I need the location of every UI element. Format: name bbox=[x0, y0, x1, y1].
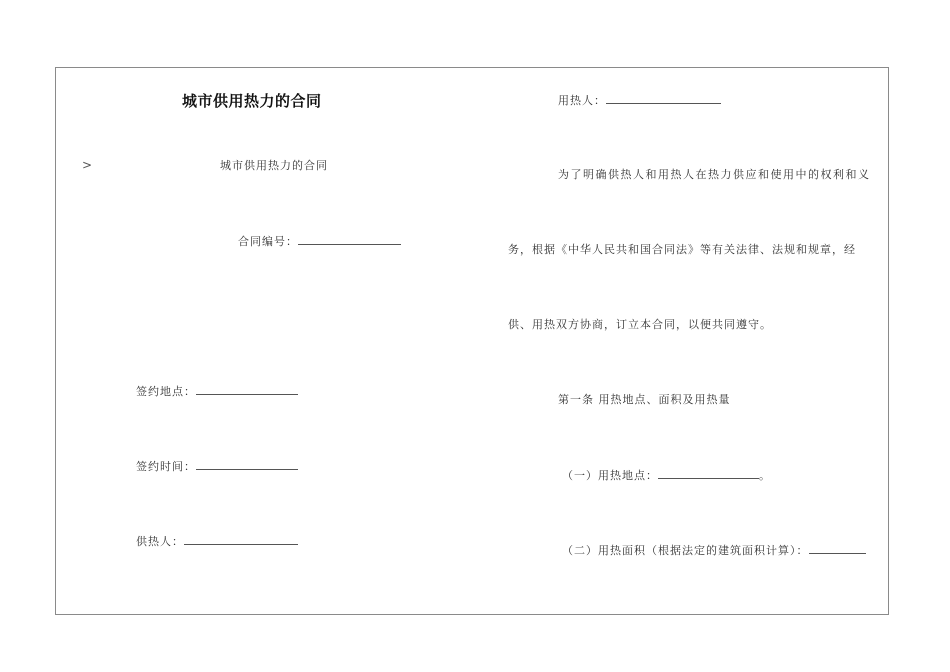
intro-line-3: 供、用热双方协商，订立本合同，以便共同遵守。 bbox=[508, 318, 772, 331]
signing-place-row bbox=[136, 384, 298, 399]
item-2-blank bbox=[809, 543, 866, 554]
heat-user-label: 用热人： bbox=[558, 94, 606, 107]
contract-number-row bbox=[238, 234, 401, 249]
contract-number-label: 合同编号： bbox=[238, 235, 298, 248]
item-1-suffix: 。 bbox=[759, 469, 771, 482]
document-title: 城市供用热力的合同 bbox=[182, 92, 322, 110]
signing-place-blank bbox=[196, 384, 298, 395]
heat-supplier-blank bbox=[184, 534, 298, 545]
signing-time-label: 签约时间： bbox=[136, 460, 196, 473]
item-2-row bbox=[562, 543, 866, 558]
item-1-label: （一）用热地点： bbox=[562, 469, 658, 482]
article-1-title: 第一条 用热地点、面积及用热量 bbox=[558, 393, 731, 406]
chevron-right-icon: > bbox=[82, 158, 93, 172]
intro-line-1: 为了明确供热人和用热人在热力供应和使用中的权利和义 bbox=[558, 168, 871, 181]
item-2-label: （二）用热面积（根据法定的建筑面积计算）： bbox=[562, 544, 809, 557]
item-1-blank bbox=[658, 468, 759, 479]
heat-supplier-row bbox=[136, 534, 298, 549]
heat-user-blank bbox=[606, 93, 721, 104]
intro-line-2: 务，根据《中华人民共和国合同法》等有关法律、法规和规章，经 bbox=[508, 243, 856, 256]
heat-user-row bbox=[558, 93, 721, 108]
signing-place-label: 签约地点： bbox=[136, 385, 196, 398]
signing-time-row bbox=[136, 459, 298, 474]
item-1-row bbox=[562, 468, 771, 483]
document-subtitle: 城市供用热力的合同 bbox=[220, 159, 328, 172]
contract-number-blank bbox=[298, 234, 401, 245]
signing-time-blank bbox=[196, 459, 298, 470]
page-frame bbox=[55, 67, 889, 615]
heat-supplier-label: 供热人： bbox=[136, 535, 184, 548]
